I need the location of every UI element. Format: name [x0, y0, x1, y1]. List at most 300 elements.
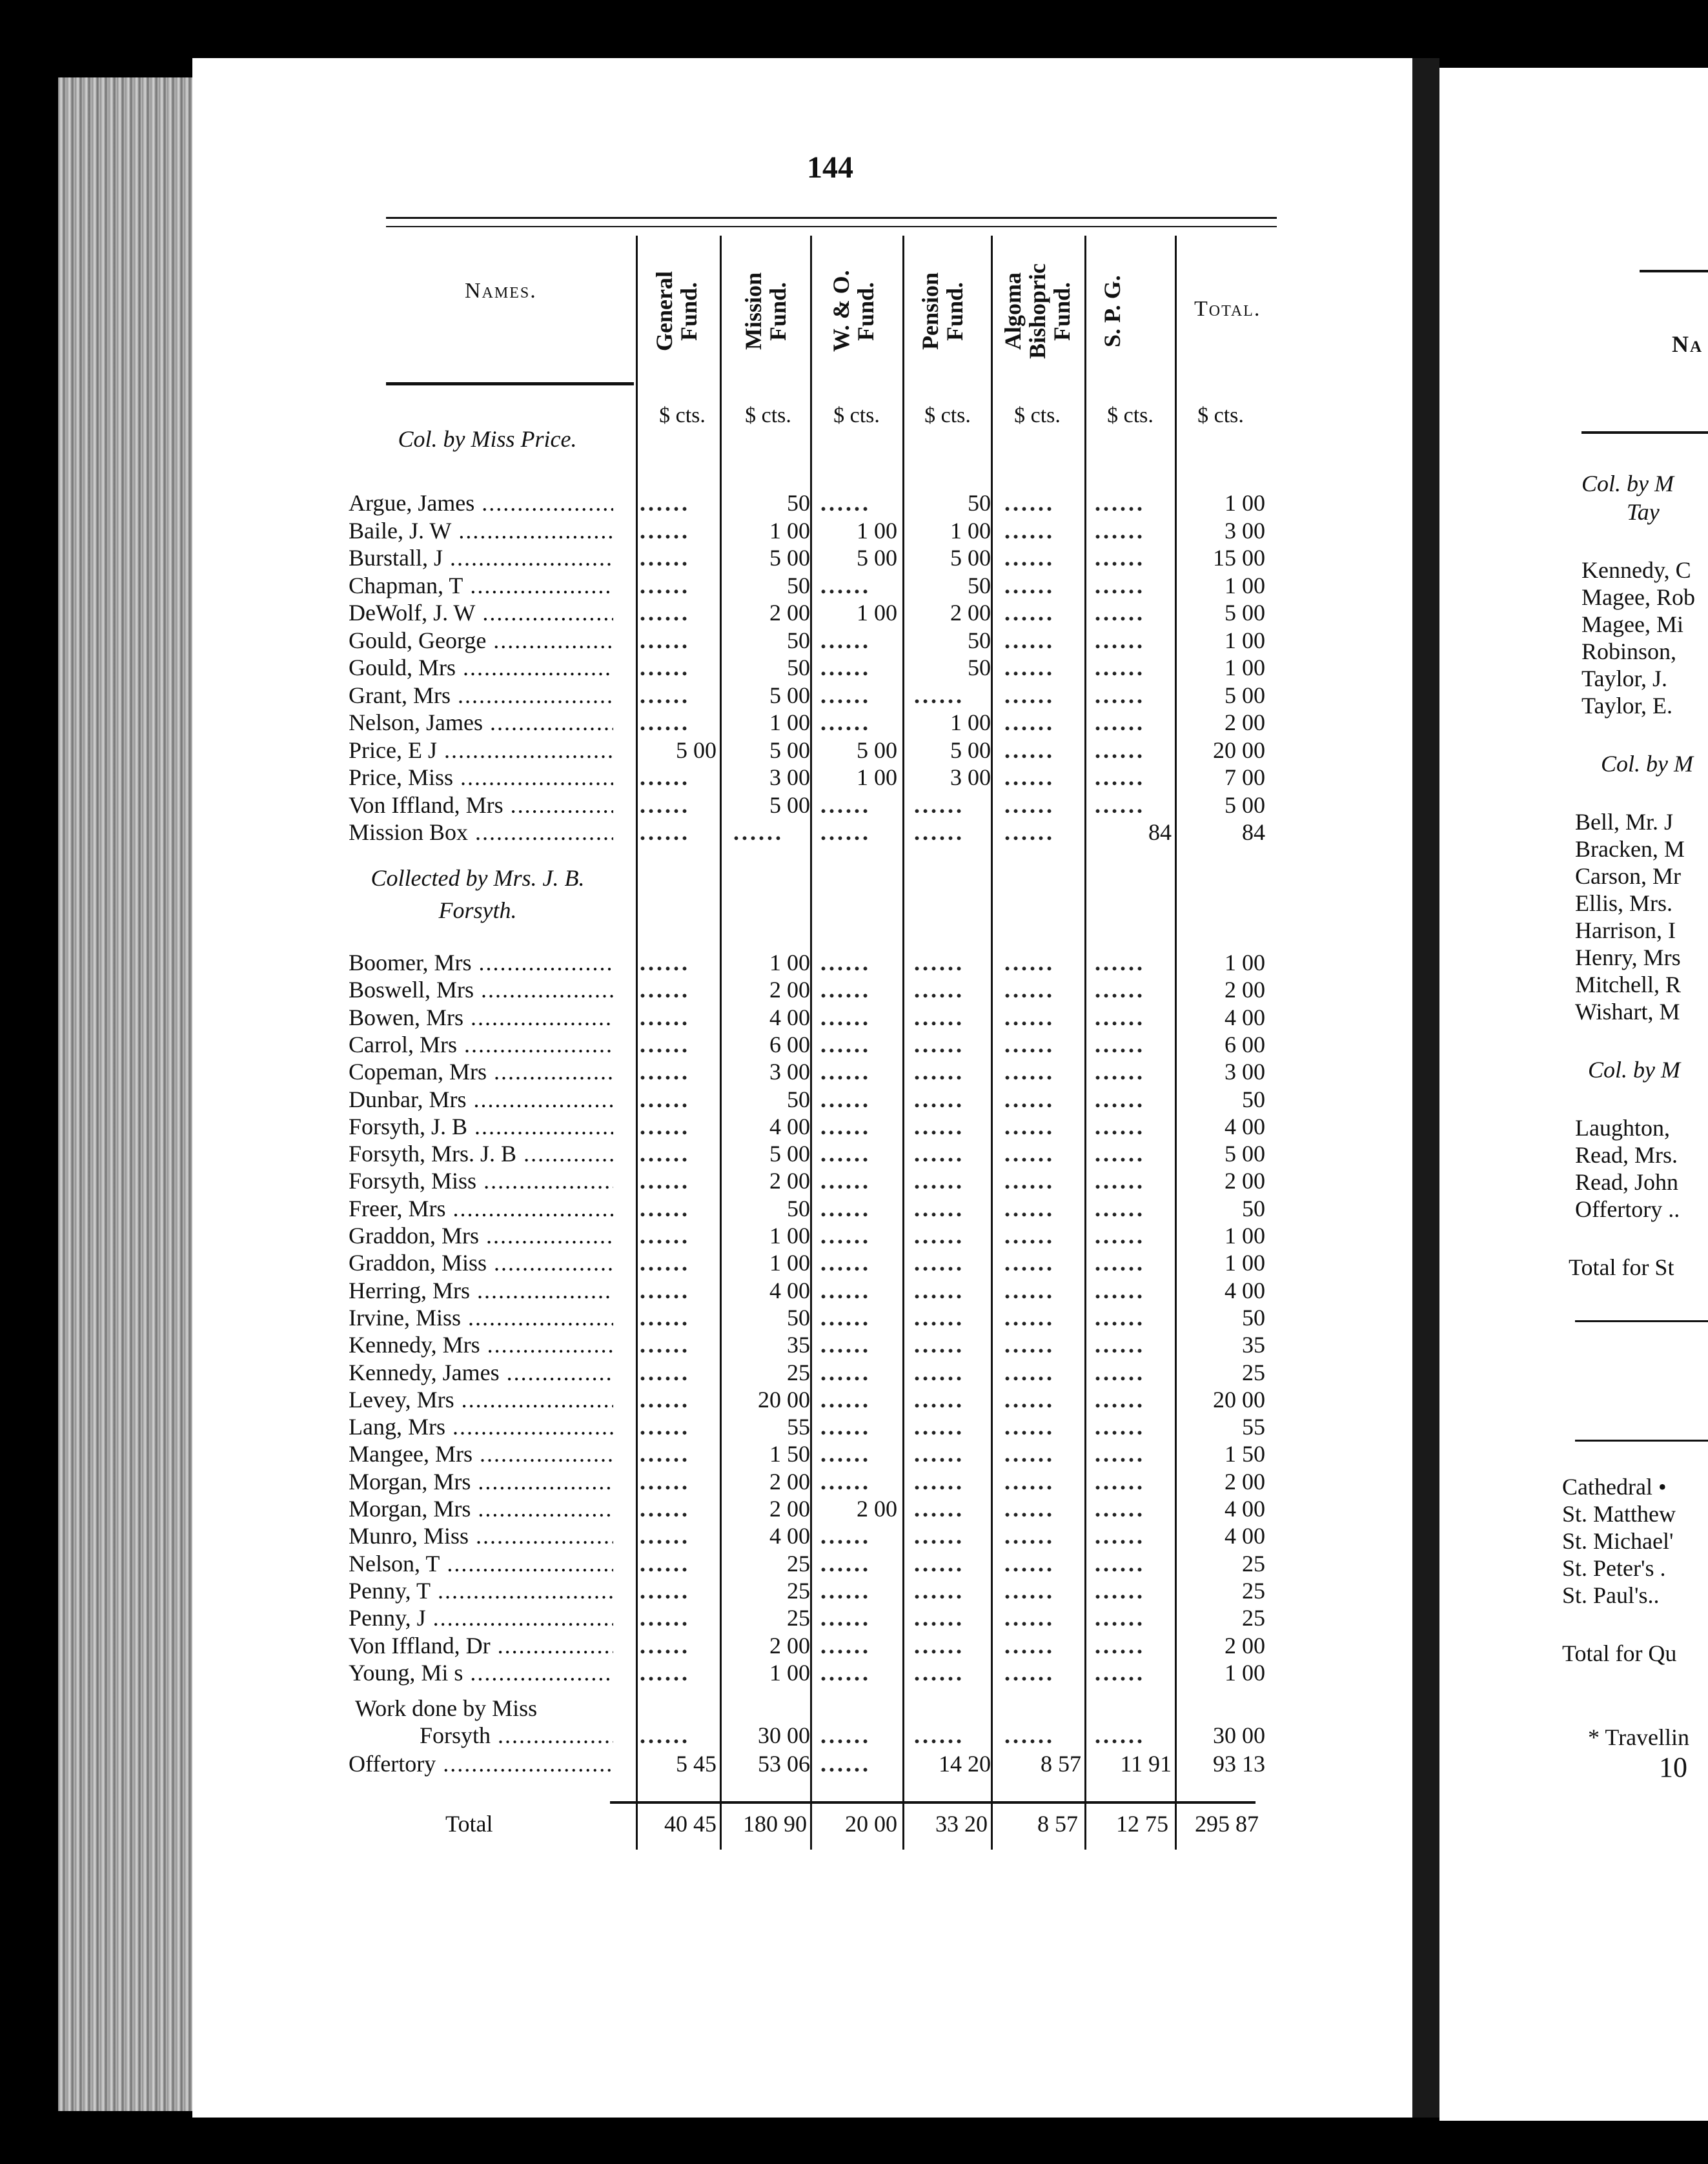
right-page-line: Carson, Mr: [1575, 863, 1681, 889]
amount-cell: 4 00: [1225, 1277, 1265, 1303]
table-row: [349, 1413, 1278, 1440]
right-page-line: St. Michael': [1562, 1528, 1674, 1554]
amount-cell: [888, 1222, 991, 1249]
amount-cell: 4 00: [769, 1004, 810, 1030]
table-row: [349, 1550, 1278, 1577]
amount-cell: 1 00: [1225, 655, 1265, 680]
unit-label: $ cts.: [833, 403, 880, 427]
amount-cell: 5 00: [769, 737, 810, 763]
amount-cell: [1068, 1495, 1172, 1522]
table-row: [349, 1632, 1278, 1659]
amount-cell: [613, 599, 717, 626]
right-page-line: 10: [1659, 1751, 1687, 1783]
amount-cell: 93 13: [1213, 1751, 1265, 1777]
amount-cell: 1 50: [1225, 1441, 1265, 1467]
amount-cell: 1 00: [1225, 1659, 1265, 1686]
contributor-name: Mission Box .....: [349, 819, 613, 846]
amount-cell: 1 00: [857, 764, 897, 790]
right-page-line: Total for Qu: [1562, 1640, 1677, 1666]
contributor-name: Offertory .....: [349, 1750, 613, 1777]
contributor-name: Von Iffland, Dr .....: [349, 1632, 613, 1659]
table-row: [349, 709, 1278, 736]
amount-cell: 50: [787, 572, 810, 598]
amount-cell: [1068, 1167, 1172, 1194]
amount-cell: [794, 1722, 897, 1749]
contributor-name: Graddon, Miss .....: [349, 1249, 613, 1276]
amount-cell: [1068, 1249, 1172, 1276]
amount-cell: [978, 1577, 1081, 1604]
amount-cell: 7 00: [1225, 764, 1265, 790]
amount-cell: [1068, 1440, 1172, 1467]
amount-cell: 5 00: [676, 737, 717, 763]
col-pension-fund-header: Pension Fund.: [917, 272, 968, 351]
col-spg-header: S. P. G.: [1099, 275, 1125, 347]
amount-cell: 25: [1242, 1359, 1265, 1385]
col-algoma-fund-header: Algoma Bishopric Fund.: [1000, 263, 1075, 360]
amount-cell: 50: [968, 627, 991, 653]
amount-cell: [794, 1167, 897, 1194]
amount-cell: [978, 599, 1081, 626]
amount-cell: [613, 949, 717, 976]
amount-cell: 1 00: [769, 950, 810, 975]
amount-cell: [978, 737, 1081, 764]
total-label: Total: [445, 1811, 493, 1837]
book-page-edges: [58, 77, 192, 2111]
amount-cell: 1 00: [769, 1250, 810, 1276]
total-general: 40 45: [664, 1811, 717, 1837]
amount-cell: [978, 1722, 1081, 1749]
header-bottom-rule: [386, 382, 634, 385]
table-row: [349, 1222, 1278, 1249]
total-algoma: 8 57: [1037, 1811, 1078, 1837]
table-row: [349, 599, 1278, 626]
amount-cell: [888, 1031, 991, 1058]
section-title-mrs-forsyth: Collected by Mrs. J. B. Forsyth.: [371, 865, 585, 923]
amount-cell: [613, 1522, 717, 1549]
table-row: [349, 1750, 1278, 1777]
contributor-name: DeWolf, J. W .....: [349, 599, 613, 626]
amount-cell: [794, 572, 897, 599]
total-sum-rule: [610, 1801, 1256, 1804]
amount-cell: [613, 791, 717, 819]
amount-cell: [978, 627, 1081, 654]
total-row: [349, 1810, 1278, 1840]
table-row: [349, 1386, 1278, 1413]
table-row: [349, 1659, 1278, 1686]
amount-cell: [978, 544, 1081, 571]
amount-cell: [613, 1722, 717, 1749]
unit-label: $ cts.: [1014, 403, 1061, 427]
table-row: [349, 1468, 1278, 1495]
amount-cell: [1068, 1031, 1172, 1058]
amount-cell: [978, 1522, 1081, 1549]
amount-cell: [613, 1331, 717, 1358]
amount-cell: 2 00: [1225, 709, 1265, 735]
amount-cell: [1068, 1632, 1172, 1659]
amount-cell: 2 00: [950, 600, 991, 626]
amount-cell: [888, 1495, 991, 1522]
table-row: [349, 1495, 1278, 1522]
amount-cell: [1068, 489, 1172, 516]
right-page-line: Ellis, Mrs.: [1575, 890, 1673, 916]
amount-cell: [978, 1632, 1081, 1659]
contributor-name: Dunbar, Mrs .....: [349, 1086, 613, 1113]
right-page-line: Cathedral •: [1562, 1474, 1667, 1500]
amount-cell: [613, 1440, 717, 1467]
table-row: [349, 1249, 1278, 1276]
amount-cell: [978, 819, 1081, 846]
right-page-line: Col. by M: [1581, 471, 1674, 496]
amount-cell: 5 00: [769, 545, 810, 571]
amount-cell: [613, 1386, 717, 1413]
amount-cell: [888, 682, 991, 709]
amount-cell: 1 00: [769, 1223, 810, 1249]
amount-cell: [1068, 1222, 1172, 1249]
table-row: [349, 1722, 1278, 1749]
table-row: [349, 627, 1278, 654]
amount-cell: [613, 1359, 717, 1386]
top-rule-thin: [386, 226, 1277, 227]
amount-cell: [978, 1195, 1081, 1222]
amount-cell: [794, 682, 897, 709]
right-page-line: * Travellin: [1588, 1724, 1690, 1750]
amount-cell: 1 00: [1225, 572, 1265, 598]
table-row: [349, 1113, 1278, 1140]
amount-cell: [1068, 1004, 1172, 1031]
amount-cell: 50: [968, 490, 991, 516]
amount-cell: 2 00: [1225, 1468, 1265, 1495]
amount-cell: [1068, 1722, 1172, 1749]
table-row: [349, 1304, 1278, 1331]
amount-cell: 5 00: [1225, 1141, 1265, 1167]
amount-cell: [613, 1468, 717, 1495]
amount-cell: 4 00: [769, 1277, 810, 1303]
amount-cell: [613, 517, 717, 544]
table-row: [349, 572, 1278, 599]
amount-cell: [888, 1331, 991, 1358]
amount-cell: 50: [787, 490, 810, 516]
amount-cell: [613, 1413, 717, 1440]
amount-cell: [978, 1440, 1081, 1467]
contributor-name: Price, Miss .....: [349, 764, 613, 791]
amount-cell: 2 00: [1225, 1632, 1265, 1659]
contributor-name: Herring, Mrs .....: [349, 1277, 613, 1304]
amount-cell: [1068, 1468, 1172, 1495]
table-row: [349, 976, 1278, 1003]
amount-cell: [888, 1386, 991, 1413]
amount-cell: 84: [1242, 819, 1265, 845]
amount-cell: 50: [787, 1304, 810, 1331]
contributor-name: Levey, Mrs .....: [349, 1386, 613, 1413]
amount-cell: [613, 1031, 717, 1058]
amount-cell: [888, 1004, 991, 1031]
total-mission: 180 90: [743, 1811, 807, 1837]
amount-cell: [794, 1249, 897, 1276]
contributor-name: Price, E J .....: [349, 737, 613, 764]
amount-cell: [888, 1195, 991, 1222]
contributor-name: Gould, Mrs .....: [349, 654, 613, 681]
amount-cell: 2 00: [769, 600, 810, 626]
table-row: [349, 1331, 1278, 1358]
amount-cell: [1068, 949, 1172, 976]
amount-cell: [794, 976, 897, 1003]
amount-cell: [1068, 599, 1172, 626]
amount-cell: [1068, 1113, 1172, 1140]
col-general-fund-header: General Fund.: [651, 271, 702, 351]
contributor-name: Young, Mi s .....: [349, 1659, 613, 1686]
amount-cell: [613, 1659, 717, 1686]
amount-cell: 50: [787, 655, 810, 680]
amount-cell: 25: [1242, 1577, 1265, 1604]
amount-cell: 50: [1242, 1086, 1265, 1112]
amount-cell: [978, 791, 1081, 819]
table-row: [349, 1577, 1278, 1604]
right-page-line: Harrison, I: [1575, 917, 1676, 943]
contributor-name: Baile, J. W .....: [349, 517, 613, 544]
contributor-name: Forsyth, J. B .....: [349, 1113, 613, 1140]
amount-cell: [794, 1277, 897, 1304]
amount-cell: [613, 489, 717, 516]
amount-cell: 2 00: [857, 1496, 897, 1522]
contributor-name: Kennedy, Mrs .....: [349, 1331, 613, 1358]
amount-cell: [1068, 1577, 1172, 1604]
amount-cell: [613, 1304, 717, 1331]
contributor-name: Gould, George .....: [349, 627, 613, 654]
amount-cell: [978, 1113, 1081, 1140]
right-page-line: Magee, Mi: [1581, 611, 1683, 637]
contributor-name: Kennedy, James .....: [349, 1359, 613, 1386]
right-page-line: St. Matthew: [1562, 1501, 1676, 1527]
amount-cell: 25: [787, 1605, 810, 1631]
amount-cell: [978, 764, 1081, 791]
contributor-name: Argue, James .....: [349, 489, 613, 516]
amount-cell: [1068, 572, 1172, 599]
amount-cell: [794, 1413, 897, 1440]
amount-cell: [888, 1604, 991, 1631]
amount-cell: [794, 1140, 897, 1167]
amount-cell: 20 00: [758, 1386, 810, 1413]
amount-cell: 35: [787, 1332, 810, 1358]
table-row: [349, 489, 1278, 516]
amount-cell: [613, 1632, 717, 1659]
amount-cell: 50: [787, 627, 810, 653]
amount-cell: [613, 1277, 717, 1304]
amount-cell: [888, 1086, 991, 1113]
amount-cell: 1 00: [1225, 627, 1265, 653]
table-row: [349, 544, 1278, 571]
amount-cell: 50: [968, 655, 991, 680]
amount-cell: 3 00: [1225, 517, 1265, 544]
right-page-line: Robinson,: [1581, 638, 1677, 664]
amount-cell: 1 00: [1225, 950, 1265, 975]
amount-cell: [888, 1277, 991, 1304]
right-page-line: Bracken, M: [1575, 836, 1685, 862]
amount-cell: 2 00: [769, 1168, 810, 1194]
amount-cell: [978, 1304, 1081, 1331]
amount-cell: [794, 1577, 897, 1604]
table-row: [349, 1004, 1278, 1031]
amount-cell: 5 00: [769, 1141, 810, 1167]
amount-cell: 4 00: [1225, 1523, 1265, 1549]
amount-cell: [613, 1140, 717, 1167]
contributor-name: Nelson, James .....: [349, 709, 613, 736]
contributor-name: Chapman, T .....: [349, 572, 613, 599]
amount-cell: 50: [787, 1195, 810, 1221]
amount-cell: [888, 1058, 991, 1085]
amount-cell: [794, 1659, 897, 1686]
amount-cell: 50: [968, 572, 991, 598]
right-page-line: Magee, Rob: [1581, 584, 1695, 610]
amount-cell: [794, 1004, 897, 1031]
amount-cell: [1068, 1058, 1172, 1085]
amount-cell: [1068, 544, 1172, 571]
amount-cell: 1 00: [950, 709, 991, 735]
amount-cell: 3 00: [1225, 1059, 1265, 1085]
amount-cell: [888, 1167, 991, 1194]
amount-cell: 25: [787, 1359, 810, 1385]
contributor-name: Morgan, Mrs .....: [349, 1495, 613, 1522]
amount-cell: 5 00: [769, 682, 810, 708]
amount-cell: [613, 627, 717, 654]
total-wo: 20 00: [845, 1811, 897, 1837]
amount-cell: [613, 682, 717, 709]
amount-cell: [1068, 791, 1172, 819]
amount-cell: 30 00: [758, 1722, 810, 1748]
amount-cell: [978, 1550, 1081, 1577]
table-row: [349, 1195, 1278, 1222]
amount-cell: [978, 1249, 1081, 1276]
amount-cell: [794, 1632, 897, 1659]
amount-cell: [888, 976, 991, 1003]
amount-cell: [888, 1577, 991, 1604]
amount-cell: 25: [787, 1550, 810, 1577]
contributor-name: Boswell, Mrs .....: [349, 976, 613, 1003]
amount-cell: [888, 949, 991, 976]
right-page-line: Taylor, E.: [1581, 693, 1672, 719]
right-page-line: Laughton,: [1575, 1115, 1670, 1141]
amount-cell: 4 00: [1225, 1496, 1265, 1522]
amount-cell: 3 00: [769, 764, 810, 790]
amount-cell: [613, 1058, 717, 1085]
unit-label: $ cts.: [659, 403, 706, 427]
amount-cell: 50: [787, 1086, 810, 1112]
amount-cell: 5 00: [950, 737, 991, 763]
amount-cell: [794, 1550, 897, 1577]
amount-cell: [1068, 627, 1172, 654]
contributor-name: Copeman, Mrs .....: [349, 1058, 613, 1085]
amount-cell: 5 45: [676, 1751, 717, 1777]
amount-cell: [978, 654, 1081, 681]
amount-cell: [1068, 764, 1172, 791]
amount-cell: [794, 1058, 897, 1085]
amount-cell: [1068, 1086, 1172, 1113]
amount-cell: 5 00: [1225, 791, 1265, 818]
amount-cell: [613, 572, 717, 599]
amount-cell: [794, 1604, 897, 1631]
amount-cell: [613, 1086, 717, 1113]
amount-cell: [613, 1167, 717, 1194]
contributor-name: Lang, Mrs .....: [349, 1413, 613, 1440]
amount-cell: [794, 1468, 897, 1495]
amount-cell: [613, 1550, 717, 1577]
amount-cell: [794, 489, 897, 516]
amount-cell: [888, 1632, 991, 1659]
amount-cell: [888, 1468, 991, 1495]
amount-cell: 2 00: [1225, 977, 1265, 1003]
amount-cell: 55: [787, 1414, 810, 1440]
amount-cell: [978, 1086, 1081, 1113]
amount-cell: [1068, 517, 1172, 544]
amount-cell: [978, 1031, 1081, 1058]
amount-cell: [978, 1058, 1081, 1085]
amount-cell: [978, 517, 1081, 544]
amount-cell: [978, 1331, 1081, 1358]
contributor-name: Penny, T .....: [349, 1577, 613, 1604]
amount-cell: [794, 627, 897, 654]
amount-cell: [613, 819, 717, 846]
amount-cell: [1068, 654, 1172, 681]
amount-cell: 25: [787, 1577, 810, 1604]
amount-cell: [794, 1304, 897, 1331]
amount-cell: 5 00: [769, 791, 810, 818]
contributor-name-cont: Forsyth .....: [349, 1722, 613, 1749]
amount-cell: [978, 1468, 1081, 1495]
amount-cell: [613, 1222, 717, 1249]
right-page-line: Col. by M: [1588, 1057, 1680, 1083]
amount-cell: [794, 1359, 897, 1386]
table-row: [349, 819, 1278, 846]
amount-cell: [794, 1750, 897, 1777]
contributor-name: Grant, Mrs .....: [349, 682, 613, 709]
amount-cell: 5 00: [1225, 600, 1265, 626]
contributor-name: Work done by Miss: [355, 1695, 538, 1721]
amount-cell: 1 00: [769, 709, 810, 735]
amount-cell: [794, 654, 897, 681]
table-row: [349, 1359, 1278, 1386]
contributor-name: Morgan, Mrs .....: [349, 1468, 613, 1495]
amount-cell: 5 00: [1225, 682, 1265, 708]
right-page: [1439, 68, 1708, 2121]
amount-cell: [613, 544, 717, 571]
amount-cell: 1 00: [950, 517, 991, 544]
amount-cell: [794, 1522, 897, 1549]
amount-cell: [794, 1386, 897, 1413]
amount-cell: [794, 1086, 897, 1113]
table-row: [349, 1086, 1278, 1113]
amount-cell: 2 00: [769, 977, 810, 1003]
amount-cell: [978, 572, 1081, 599]
amount-cell: [978, 1604, 1081, 1631]
amount-cell: [888, 1550, 991, 1577]
right-header-rule: [1581, 431, 1708, 434]
amount-cell: [978, 949, 1081, 976]
unit-label: $ cts.: [745, 403, 791, 427]
amount-cell: [794, 1222, 897, 1249]
amount-cell: [888, 791, 991, 819]
table-row: [349, 1522, 1278, 1549]
amount-cell: 5 00: [857, 737, 897, 763]
amount-cell: [888, 1659, 991, 1686]
amount-cell: [613, 709, 717, 736]
right-page-line: Wishart, M: [1575, 999, 1680, 1025]
amount-cell: 20 00: [1213, 1386, 1265, 1413]
right-page-line: Total for St: [1569, 1254, 1674, 1280]
amount-cell: [978, 709, 1081, 736]
amount-cell: [978, 1222, 1081, 1249]
amount-cell: [613, 1577, 717, 1604]
amount-cell: [794, 1440, 897, 1467]
amount-cell: [613, 1249, 717, 1276]
